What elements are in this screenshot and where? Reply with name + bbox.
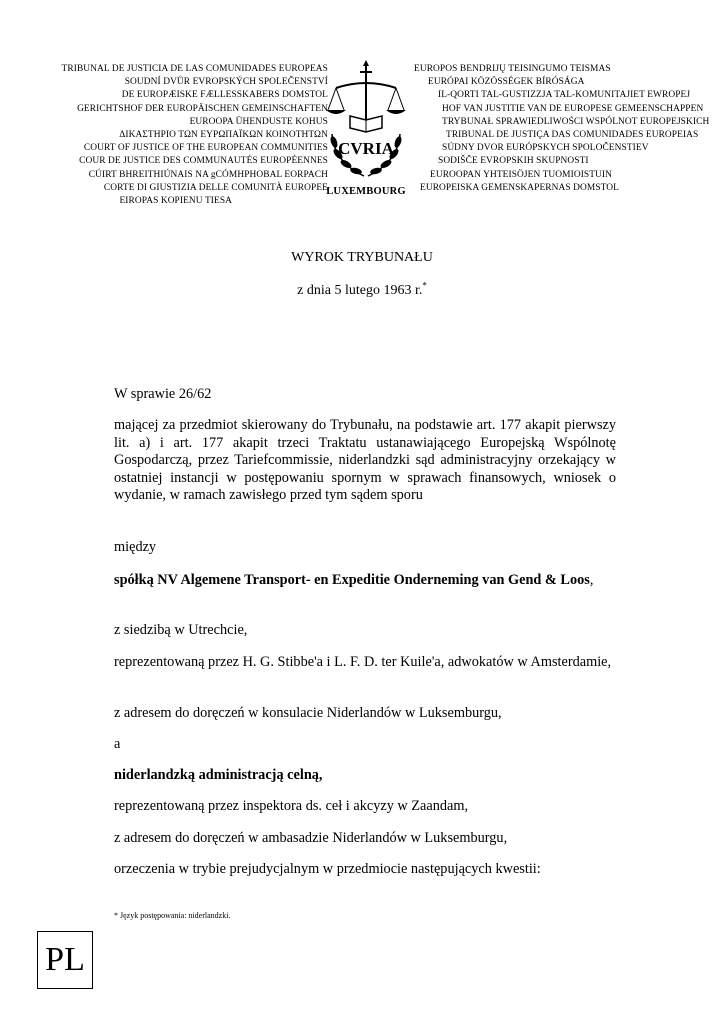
ruling-intro: orzeczenia w trybie prejudycjalnym w przedmiocie następujących kwestii: <box>114 861 541 877</box>
defendant-address: z adresem do doręczeń w ambasadzie Niderlandów w Luksemburgu, <box>114 830 508 846</box>
court-name: CORTE DI GIUSTIZIA DELLE COMUNITÀ EUROPEE <box>103 182 328 193</box>
court-names-left <box>10 63 328 208</box>
judgment-date <box>0 280 724 299</box>
city-label: LUXEMBOURG <box>326 186 406 197</box>
judgment-title: WYROK TRYBUNAŁU <box>291 250 433 265</box>
judgment-date-text: z dnia 5 lutego 1963 r. <box>297 283 423 298</box>
court-name: IL-QORTI TAL-GUSTIZZJA TAL-KOMUNITAJIET EWROPEJ <box>438 90 691 101</box>
court-names-right <box>412 63 722 195</box>
court-name: DE EUROPÆISKE FÆLLESSKABERS DOMSTOL <box>121 90 328 101</box>
court-name: TRIBUNAL DE JUSTICIA DE LAS COMUNIDADES EUROPEAS <box>61 64 328 74</box>
court-name: SÚDNY DVOR EURÓPSKYCH SPOLOČENSTIEV <box>442 143 649 154</box>
applicant-representation: reprezentowaną przez H. G. Stibbe'a i L. F. D. ter Kuile'a, adwokatów w Amsterdamie, <box>114 654 612 670</box>
between-label: między <box>114 539 157 555</box>
scales-of-justice-icon <box>318 58 414 188</box>
court-name: EURÓPAI KÖZÖSSÉGEK BÍRÓSÁGA <box>428 77 585 88</box>
footnote-marker: * <box>422 280 427 291</box>
party-applicant-comma: , <box>589 572 594 588</box>
party-applicant <box>114 572 616 590</box>
subject-paragraph: mającej za przedmiot skierowany do Trybunału, na podstawie art. 177 akapit pierwszy lit. a) i art. 177 akapit trzeci Traktatu ustanawiającego Europejską Wspólnotę Gospodarczą, przez Tariefcommissie, niderlandzki sąd administracyjny orzekający w ostatniej instancji w postępowaniu spornym w sprawach finansowych, wniosek o wydanie, w ramach zawisłego przed tym sądem sporu <box>114 417 616 504</box>
court-name: EUROPOS BENDRIJŲ TEISINGUMO TEISMAS <box>414 64 611 74</box>
party-defendant: niderlandzką administracją celną, <box>114 767 323 783</box>
court-name: ΔΙΚΑΣΤΗΡΙΟ ΤΩΝ ΕΥΡΩΠΑΪΚΩΝ ΚΟΙΝΟΤΗΤΩΝ <box>119 130 328 141</box>
court-name: SOUDNÍ DVŮR EVROPSKÝCH SPOLEČENSTVÍ <box>124 77 328 88</box>
court-name: EUROOPA ÜHENDUSTE KOHUS <box>189 116 328 127</box>
footnote: * Język postępowania: niderlandzki. <box>114 911 231 920</box>
court-name: COURT OF JUSTICE OF THE EUROPEAN COMMUNITIES <box>83 143 328 154</box>
language-code-badge: PL <box>37 931 93 989</box>
applicant-address: z adresem do doręczeń w konsulacie Niderlandów w Luksemburgu, <box>114 705 502 721</box>
court-name: SODIŠČE EVROPSKIH SKUPNOSTI <box>438 156 589 167</box>
party-applicant-name: spółką NV Algemene Transport- en Expeditie Onderneming van Gend & Loos <box>114 572 590 588</box>
applicant-seat: z siedzibą w Utrechcie, <box>114 622 248 638</box>
court-name: HOF VAN JUSTITIE VAN DE EUROPESE GEMEENSCHAPPEN <box>442 103 704 114</box>
court-name: EUROPEISKA GEMENSKAPERNAS DOMSTOL <box>420 182 619 193</box>
court-name: CÚIRT BHREITHIÚNAIS NA gCÓMHPHOBAL EORPACH <box>88 169 328 180</box>
court-name: EUROOPAN YHTEISÖJEN TUOMIOISTUIN <box>430 169 613 180</box>
court-name: GERICHTSHOF DER EUROPÄISCHEN GEMEINSCHAFTEN <box>77 103 328 114</box>
court-name: COUR DE JUSTICE DES COMMUNAUTÉS EUROPÉENNES <box>79 156 328 167</box>
court-name: TRYBUNAŁ SPRAWIEDLIWOŚCI WSPÓLNOT EUROPEJSKICH <box>442 116 710 127</box>
emblem-text: CVRIA <box>338 139 394 158</box>
court-name: EIROPAS KOPIENU TIESA <box>119 196 232 207</box>
court-name: TRIBUNAL DE JUSTIÇA DAS COMUNIDADES EUROPEIAS <box>446 130 699 141</box>
defendant-representation: reprezentowaną przez inspektora ds. ceł i akcyzy w Zaandam, <box>114 798 469 814</box>
and-label: a <box>114 736 121 752</box>
case-number: W sprawie 26/62 <box>114 386 212 402</box>
